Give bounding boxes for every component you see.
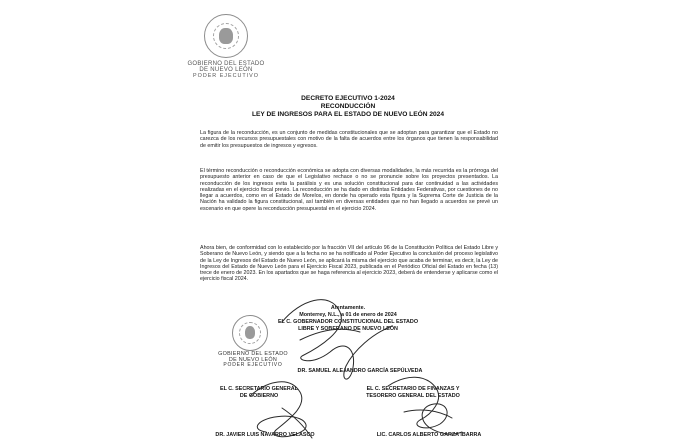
salutation: Atentamente. [330,305,366,311]
paragraph-3: Ahora bien, de conformidad con lo establecido por la fracción VII del artículo 96 de la Constitución Política del Estado Libre y Soberano de Nuevo León, y siendo que a la fecha no se ha notificado al Poder Ejecutivo la conclusión del proceso legislativo de la Ley de Ingresos del Estado de Nuevo León, se aplicará la misma del ejercicio que acaba de terminar, es decir, la Ley de Ingresos del Estado de Nuevo León para el Ejercicio Fiscal 2023, publicada en el Periódico Oficial del Estado en fecha (13) trece de enero de 2023. En los apartados que se haga referencia al ejercicio 2023, deberá de entenderse y aplicarse como el ejercicio fiscal 2024. [200,245,498,283]
stamp-line-1: GOBIERNO DEL ESTADO [218,351,288,357]
secretary-finance-name: LIC. CARLOS ALBERTO GARZA IBARRA [376,432,482,438]
decree-title-line-3: LEY DE INGRESOS PARA EL ESTADO DE NUEVO LEÓN 2024 [252,111,444,118]
stamp-line-2: DE NUEVO LEÓN [228,356,278,363]
secretary-finance-title-line-2: TESORERO GENERAL DEL ESTADO [366,393,460,399]
secretary-finance-signature [388,377,462,434]
stamp-line-3: PODER EJECUTIVO [223,362,283,369]
secretary-government-name: DR. JAVIER LUIS NAVARRO VELASCO [215,432,315,438]
gov-line-2: DE NUEVO LEÓN [199,67,253,74]
paragraph-2: El término reconducción o reconducción económica se adopta con diversas modalidades, la más recurrida es la prórroga del presupuesto anterior en caso de que el Legislativo rechace o no se pronuncie sobre los proyectos presentados. La reconducción de los ingresos evita la parálisis y es una solución constitucional para dar continuidad a las actividades realizadas en el ejercicio fiscal previo. La reconducción se ha dado en distintas Entidades Federativas, por cuestiones de no llegar a acuerdos, como en el Estado de Morelos, en donde ha operado esta figura y la Suprema Corte de Justicia de la Nación ha validado la figura constitucional, así también en diversas entidades que no han llegado a acuerdos se prevé un escenario en que opere la reconducción presupuestal en el ejercicio 2024. [200,168,498,212]
governor-signature [282,300,392,379]
governor-name: DR. SAMUEL ALEJANDRO GARCÍA SEPÚLVEDA [297,368,423,374]
governor-title-line-2: LIBRE Y SOBERANO DE NUEVO LEÓN [298,326,398,332]
decree-title-line-2: RECONDUCCIÓN [320,103,376,110]
secretary-government-signature [250,382,306,437]
gov-line-3: PODER EJECUTIVO [193,72,259,79]
gov-line-1: GOBIERNO DEL ESTADO [187,61,265,67]
secretary-finance-title-line-1: EL C. SECRETARIO DE FINANZAS Y [366,386,460,392]
secretary-government-title-line-1: EL C. SECRETARIO GENERAL [220,386,298,392]
signing-date: Monterrey, N.L., a 01 de enero de 2024 [299,312,397,318]
secretary-government-title-line-2: DE GOBIERNO [239,393,279,399]
decree-title-line-1: DECRETO EJECUTIVO 1-2024 [301,95,395,102]
governor-title-line-1: EL C. GOBERNADOR CONSTITUCIONAL DEL ESTADO [277,319,419,325]
paragraph-1: La figura de la reconducción, es un conjunto de medidas constitucionales que se adoptan para garantizar que el Estado no carezca de los recursos presupuestales con motivo de la falta de acuerdos entre los órganos que tienen la responsabilidad de emitir los presupuestos de ingresos y egresos. [200,130,498,149]
